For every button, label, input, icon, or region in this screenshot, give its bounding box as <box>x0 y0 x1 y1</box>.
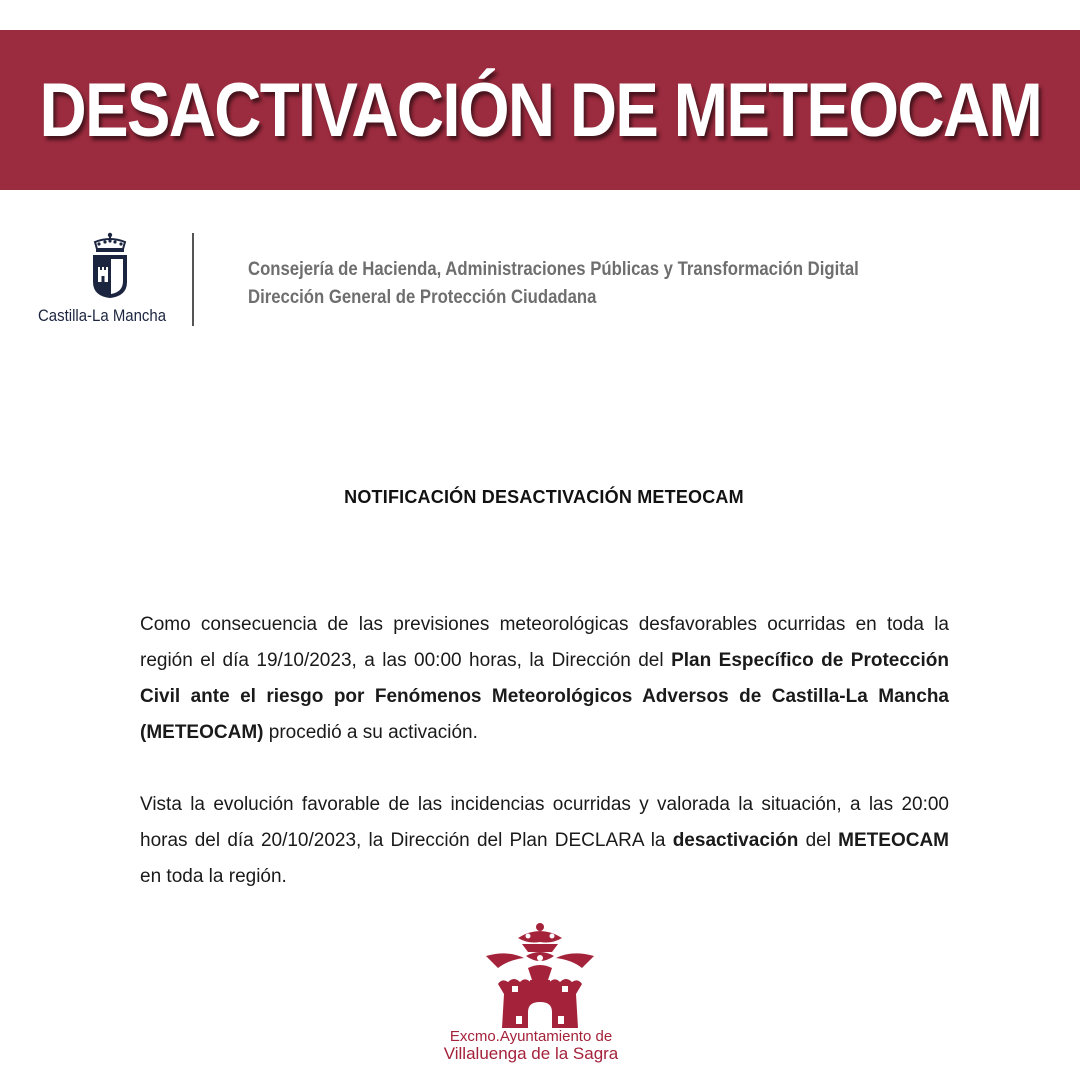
town-line-1: Excmo.Ayuntamiento de <box>449 1028 613 1045</box>
document-heading: NOTIFICACIÓN DESACTIVACIÓN METEOCAM <box>344 487 744 507</box>
paragraph-2 <box>140 787 949 895</box>
town-crest-icon <box>478 922 602 1030</box>
paragraph-2-bold-meteocam: METEOCAM <box>838 830 949 851</box>
banner-title: DESACTIVACIÓN DE METEOCAM <box>39 67 1041 153</box>
department-block <box>248 256 942 312</box>
paragraph-2-text-c: en toda la región. <box>140 866 287 887</box>
castilla-la-mancha-logo <box>36 232 186 332</box>
paragraph-1 <box>140 607 949 751</box>
department-line-2: Dirección General de Protección Ciudadana <box>248 287 597 308</box>
paragraph-1-text-b: procedió a su activación. <box>263 722 478 743</box>
paragraph-1-text-a: Como consecuencia de las previsiones meteorológicas desfavorables ocurridas en toda la región el día 19/10/2023, a las 00:00 horas, la Dirección del <box>140 614 949 671</box>
paragraph-2-bold-desactivacion: desactivación <box>672 830 799 851</box>
paragraph-2-text-a: Vista la evolución favorable de las incidencias ocurridas y valorada la situación, a las 20:00 horas del día 20/10/2023, la Dirección del Plan DECLARA la <box>140 794 949 851</box>
paragraph-2-text-b: del <box>798 830 839 851</box>
department-line-1: Consejería de Hacienda, Administraciones Públicas y Transformación Digital <box>248 259 859 280</box>
logo-text: Castilla-La Mancha <box>38 306 167 325</box>
header-divider <box>192 233 194 326</box>
town-name <box>381 1028 681 1062</box>
crown-castle-icon <box>89 232 131 300</box>
town-line-2: Villaluenga de la Sagra <box>443 1044 619 1063</box>
title-banner <box>0 30 1080 190</box>
paragraph-1-bold-plan: Plan Específico de Protección Civil ante el riesgo por Fenómenos Meteorológicos Adversos de Castilla-La Mancha (METEOCAM) <box>140 650 949 743</box>
